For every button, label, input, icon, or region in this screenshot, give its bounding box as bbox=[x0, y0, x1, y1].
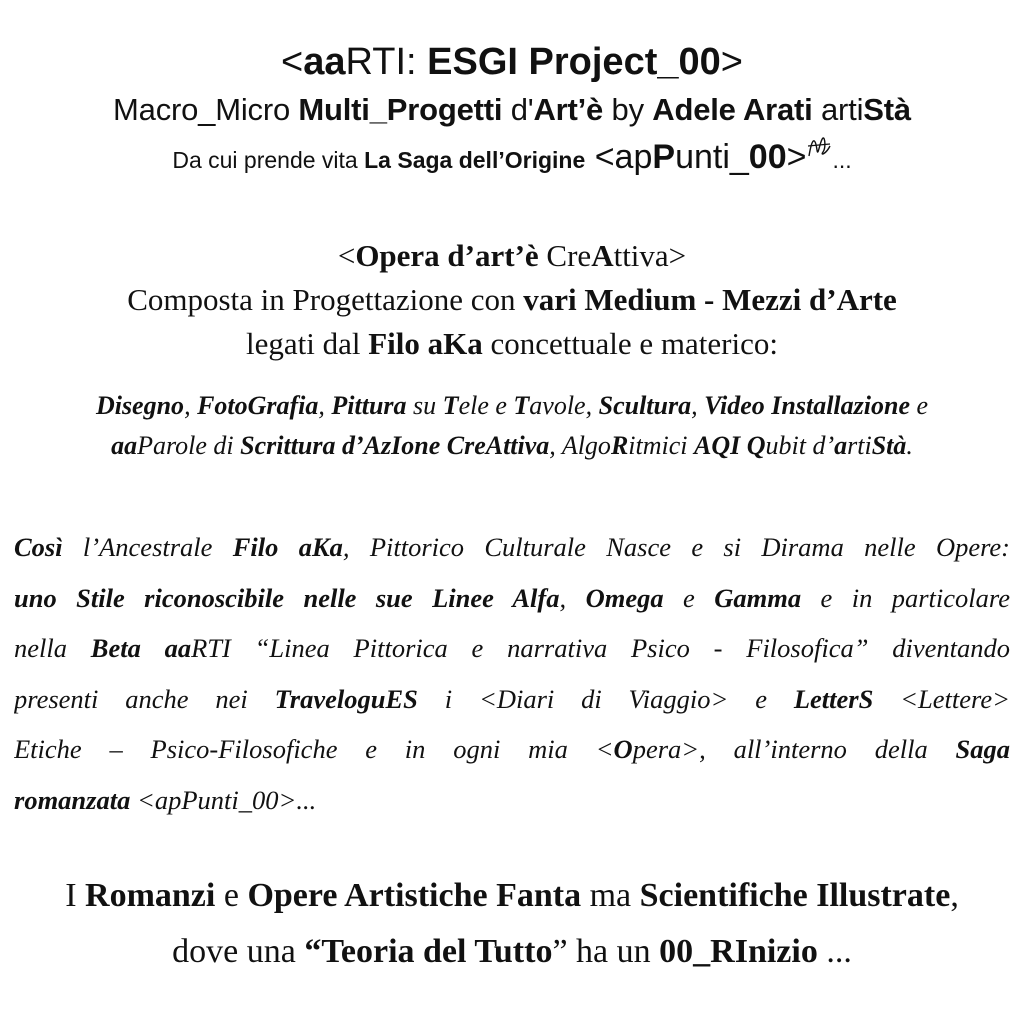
header bbox=[14, 36, 1010, 212]
handwritten-signature-icon bbox=[806, 132, 832, 162]
opera-line-composed: Composta in Progettazione con vari Medium - Mezzi d’Arte bbox=[127, 282, 897, 317]
closing-line-1: I Romanzi e Opere Artistiche Fanta ma Scientifiche Illustrate, bbox=[65, 877, 959, 914]
media-list bbox=[14, 386, 1010, 482]
paragraph-line-2: uno Stile riconoscibile nelle sue Linee Alfa, Omega e Gamma e in particolare bbox=[14, 582, 1010, 613]
paragraph-line-3: nella Beta aaRTI “Linea Pittorica e narrativa Psico - Filosofica” diventando bbox=[14, 633, 1010, 663]
paragraph-line-4: presenti anche nei TraveloguES i <Diari di Viaggio> e LetterS <Lettere> bbox=[14, 683, 1010, 714]
project-title: <aaRTI: ESGI Project_00> bbox=[281, 41, 743, 83]
opera-title: <Opera d’art’è CreAttiva> bbox=[337, 238, 687, 273]
paragraph-line-5: Etiche – Psico-Filosofiche e in ogni mia <Opera>, all’interno della Saga bbox=[14, 734, 1010, 764]
media-line-1: Disegno, FotoGrafia, Pittura su Tele e Tavole, Scultura, Video Installazione e bbox=[95, 391, 929, 420]
opera-section bbox=[14, 234, 1010, 382]
paragraph-line-6: romanzata <apPunti_00>... bbox=[14, 784, 317, 815]
media-line-2: aaParole di Scrittura d’AzIone CreAttiva, AlgoRitmici AQI Qubit d’artiStà. bbox=[111, 431, 913, 460]
closing-statement bbox=[14, 868, 1010, 998]
subtitle: Macro_Micro Multi_Progetti d'Art’è by Adele Arati artiStà bbox=[113, 92, 911, 127]
opera-line-bound: legati dal Filo aKa concettuale e materico: bbox=[246, 326, 778, 361]
paragraph-line-1: Così l’Ancestrale Filo aKa, Pittorico Culturale Nasce e si Dirama nelle Opere: bbox=[14, 532, 1010, 562]
cosi-paragraph bbox=[14, 522, 1010, 842]
saga-line: Da cui prende vita La Saga dell’Origine <apPunti_00> ... bbox=[14, 132, 1010, 185]
closing-line-2: dove una “Teoria del Tutto” ha un 00_RInizio ... bbox=[172, 933, 852, 970]
